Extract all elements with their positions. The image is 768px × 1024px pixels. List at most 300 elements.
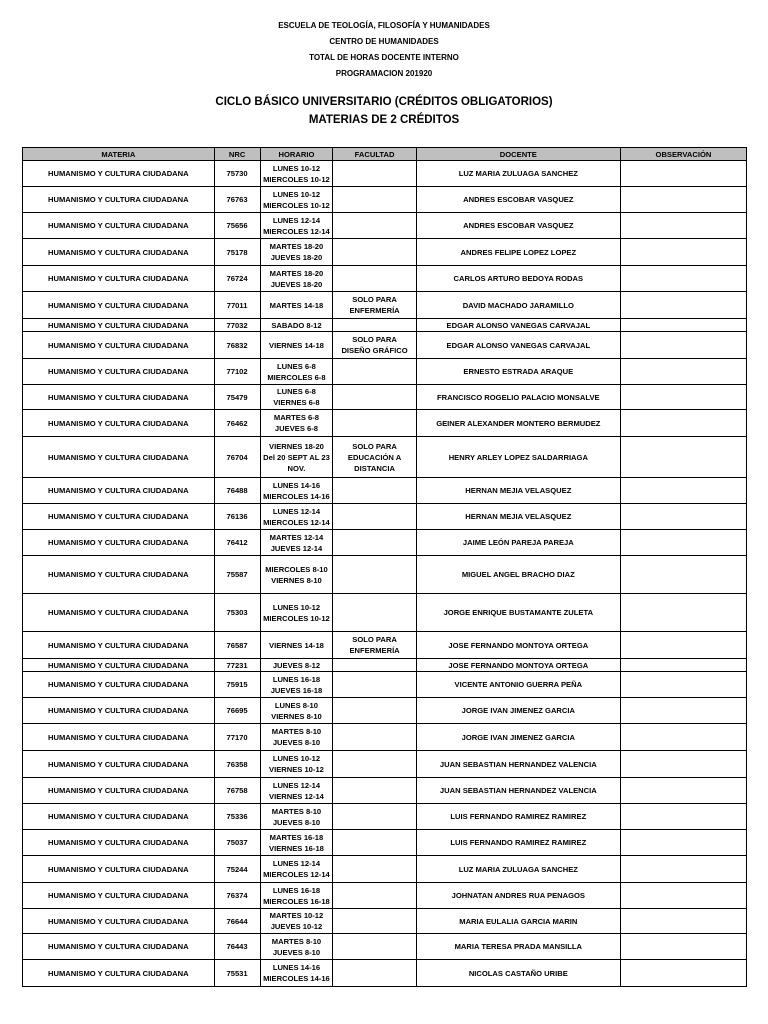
cell-horario	[260, 187, 333, 213]
cell-nrc: 76443	[214, 934, 260, 960]
horario-line: MIERCOLES 10-12	[263, 174, 330, 184]
cell-nrc: 75730	[214, 161, 260, 187]
table-row	[23, 659, 747, 672]
horario-line: LUNES 14-16	[272, 480, 321, 490]
document-header	[0, 18, 768, 82]
column-header-facultad: FACULTAD	[333, 148, 416, 161]
cell-observacion	[620, 187, 746, 213]
facultad-line: SOLO PARA	[352, 441, 397, 451]
cell-nrc: 77032	[214, 319, 260, 332]
table-row	[23, 778, 747, 804]
table-row	[23, 934, 747, 960]
header-school: ESCUELA DE TEOLOGÍA, FILOSOFÍA Y HUMANIDADES	[278, 21, 490, 30]
cell-materia: HUMANISMO Y CULTURA CIUDADANA	[23, 724, 215, 751]
horario-line: MIERCOLES 6-8	[267, 372, 326, 382]
cell-materia: HUMANISMO Y CULTURA CIUDADANA	[23, 410, 215, 437]
horario-line: VIERNES 14-18	[269, 640, 324, 650]
cell-horario	[260, 504, 333, 530]
table-row	[23, 410, 747, 437]
cell-horario	[260, 213, 333, 239]
horario-line: LUNES 10-12	[272, 163, 321, 173]
cell-docente: VICENTE ANTONIO GUERRA PEÑA	[416, 672, 620, 698]
column-header-horario: HORARIO	[260, 148, 333, 161]
horario-line: MIERCOLES 14-16	[263, 491, 330, 501]
cell-facultad	[333, 724, 416, 751]
cell-nrc: 76374	[214, 883, 260, 909]
cell-materia: HUMANISMO Y CULTURA CIUDADANA	[23, 478, 215, 504]
cell-observacion	[620, 960, 746, 987]
cell-nrc: 76358	[214, 751, 260, 778]
cell-facultad	[333, 239, 416, 266]
cell-horario	[260, 698, 333, 724]
cell-observacion	[620, 698, 746, 724]
title-cycle: CICLO BÁSICO UNIVERSITARIO (CRÉDITOS OBLIGATORIOS)	[215, 96, 553, 108]
column-header-nrc: NRC	[214, 148, 260, 161]
horario-line: LUNES 12-14	[272, 506, 321, 516]
cell-horario	[260, 410, 333, 437]
horario-line: JUEVES 8-10	[272, 817, 321, 827]
cell-facultad	[333, 504, 416, 530]
cell-nrc: 76763	[214, 187, 260, 213]
cell-observacion	[620, 437, 746, 478]
cell-horario	[260, 724, 333, 751]
document-title	[0, 93, 768, 129]
cell-facultad	[333, 359, 416, 385]
horario-line: LUNES 12-14	[272, 859, 321, 868]
facultad-line: ENFERMERÍA	[349, 306, 400, 315]
table-row	[23, 239, 747, 266]
cell-horario	[260, 751, 333, 778]
cell-materia: HUMANISMO Y CULTURA CIUDADANA	[23, 266, 215, 292]
cell-nrc: 77102	[214, 359, 260, 385]
table-row	[23, 960, 747, 987]
cell-observacion	[620, 266, 746, 292]
cell-horario	[260, 478, 333, 504]
table-header-row	[23, 148, 747, 161]
cell-docente: MIGUEL ANGEL BRACHO DIAZ	[416, 556, 620, 594]
horario-line: MIERCOLES 8-10	[265, 564, 328, 574]
table-row	[23, 478, 747, 504]
horario-line: VIERNES 6-8	[273, 398, 320, 407]
header-center: CENTRO DE HUMANIDADES	[329, 37, 439, 46]
cell-horario	[260, 856, 333, 883]
horario-line: JUEVES 8-12	[272, 660, 321, 670]
cell-materia: HUMANISMO Y CULTURA CIUDADANA	[23, 659, 215, 672]
cell-nrc: 77231	[214, 659, 260, 672]
horario-line: LUNES 10-12	[272, 754, 321, 763]
cell-horario	[260, 830, 333, 856]
cell-horario	[260, 960, 333, 987]
cell-facultad	[333, 213, 416, 239]
cell-materia: HUMANISMO Y CULTURA CIUDADANA	[23, 385, 215, 410]
cell-facultad	[333, 410, 416, 437]
horario-line: LUNES 8-10	[274, 700, 318, 710]
horario-line: LUNES 12-14	[272, 780, 321, 790]
cell-docente: LUIS FERNANDO RAMIREZ RAMIREZ	[416, 830, 620, 856]
cell-docente: NICOLAS CASTAÑO URIBE	[416, 960, 620, 987]
horario-line: MIERCOLES 10-12	[263, 613, 330, 623]
horario-line: MARTES 14-18	[269, 300, 324, 310]
horario-line: NOV.	[287, 463, 306, 473]
column-header-docente: DOCENTE	[416, 148, 620, 161]
cell-docente: JAIME LEÓN PAREJA PAREJA	[416, 530, 620, 556]
cell-docente: JUAN SEBASTIAN HERNANDEZ VALENCIA	[416, 751, 620, 778]
table-row	[23, 698, 747, 724]
cell-horario	[260, 934, 333, 960]
cell-materia: HUMANISMO Y CULTURA CIUDADANA	[23, 856, 215, 883]
cell-observacion	[620, 385, 746, 410]
horario-line: VIERNES 16-18	[269, 843, 324, 853]
cell-nrc: 77170	[214, 724, 260, 751]
table-row	[23, 292, 747, 319]
cell-observacion	[620, 410, 746, 437]
cell-facultad	[333, 530, 416, 556]
table-row	[23, 437, 747, 478]
cell-horario	[260, 385, 333, 410]
cell-docente: EDGAR ALONSO VANEGAS CARVAJAL	[416, 332, 620, 359]
cell-materia: HUMANISMO Y CULTURA CIUDADANA	[23, 239, 215, 266]
cell-horario	[260, 672, 333, 698]
horario-line: MARTES 8-10	[271, 936, 322, 946]
cell-facultad	[333, 319, 416, 332]
cell-horario	[260, 659, 333, 672]
header-hours: TOTAL DE HORAS DOCENTE INTERNO	[309, 53, 459, 62]
cell-facultad	[333, 632, 416, 659]
cell-materia: HUMANISMO Y CULTURA CIUDADANA	[23, 830, 215, 856]
cell-materia: HUMANISMO Y CULTURA CIUDADANA	[23, 187, 215, 213]
horario-line: VIERNES 14-18	[269, 340, 324, 350]
cell-horario	[260, 266, 333, 292]
cell-facultad	[333, 385, 416, 410]
horario-line: MARTES 12-14	[269, 532, 324, 542]
cell-observacion	[620, 804, 746, 830]
table-row	[23, 385, 747, 410]
cell-nrc: 76695	[214, 698, 260, 724]
horario-line: JUEVES 12-14	[270, 543, 323, 553]
table-body	[23, 161, 747, 987]
table-row	[23, 266, 747, 292]
facultad-line: EDUCACIÓN A	[347, 452, 402, 462]
cell-observacion	[620, 556, 746, 594]
cell-facultad	[333, 187, 416, 213]
table-row	[23, 751, 747, 778]
horario-line: MARTES 18-20	[269, 268, 324, 278]
horario-line: MIERCOLES 12-14	[263, 870, 330, 879]
cell-observacion	[620, 883, 746, 909]
cell-materia: HUMANISMO Y CULTURA CIUDADANA	[23, 359, 215, 385]
cell-nrc: 75587	[214, 556, 260, 594]
schedule-table	[22, 147, 747, 987]
horario-line: SABADO 8-12	[271, 320, 322, 330]
horario-line: JUEVES 16-18	[270, 685, 323, 695]
cell-docente: HENRY ARLEY LOPEZ SALDARRIAGA	[416, 437, 620, 478]
cell-docente: DAVID MACHADO JARAMILLO	[416, 292, 620, 319]
cell-materia: HUMANISMO Y CULTURA CIUDADANA	[23, 213, 215, 239]
table-row	[23, 359, 747, 385]
table-row	[23, 804, 747, 830]
table-row	[23, 556, 747, 594]
horario-line: LUNES 6-8	[277, 387, 316, 396]
table-row	[23, 856, 747, 883]
cell-horario	[260, 359, 333, 385]
table-row	[23, 594, 747, 632]
horario-line: MARTES 8-10	[271, 727, 322, 736]
cell-docente: MARIA TERESA PRADA MANSILLA	[416, 934, 620, 960]
cell-docente: JORGE IVAN JIMENEZ GARCIA	[416, 724, 620, 751]
cell-docente: JORGE IVAN JIMENEZ GARCIA	[416, 698, 620, 724]
horario-line: MIERCOLES 14-16	[263, 974, 330, 983]
cell-materia: HUMANISMO Y CULTURA CIUDADANA	[23, 934, 215, 960]
cell-nrc: 76724	[214, 266, 260, 292]
cell-facultad	[333, 804, 416, 830]
cell-materia: HUMANISMO Y CULTURA CIUDADANA	[23, 530, 215, 556]
cell-nrc: 75915	[214, 672, 260, 698]
table-row	[23, 332, 747, 359]
cell-facultad	[333, 698, 416, 724]
cell-nrc: 75479	[214, 385, 260, 410]
horario-line: JUEVES 6-8	[274, 424, 318, 433]
cell-facultad	[333, 883, 416, 909]
cell-observacion	[620, 934, 746, 960]
table-row	[23, 530, 747, 556]
cell-observacion	[620, 672, 746, 698]
cell-materia: HUMANISMO Y CULTURA CIUDADANA	[23, 698, 215, 724]
cell-materia: HUMANISMO Y CULTURA CIUDADANA	[23, 332, 215, 359]
cell-docente: JUAN SEBASTIAN HERNANDEZ VALENCIA	[416, 778, 620, 804]
table-row	[23, 319, 747, 332]
cell-observacion	[620, 778, 746, 804]
cell-horario	[260, 632, 333, 659]
column-header-materia: MATERIA	[23, 148, 215, 161]
horario-line: MARTES 6-8	[273, 413, 320, 422]
cell-nrc: 75336	[214, 804, 260, 830]
cell-materia: HUMANISMO Y CULTURA CIUDADANA	[23, 594, 215, 632]
cell-facultad	[333, 830, 416, 856]
cell-observacion	[620, 292, 746, 319]
cell-facultad	[333, 751, 416, 778]
cell-horario	[260, 332, 333, 359]
cell-docente: ANDRES FELIPE LOPEZ LOPEZ	[416, 239, 620, 266]
cell-docente: JOHNATAN ANDRES RUA PENAGOS	[416, 883, 620, 909]
cell-materia: HUMANISMO Y CULTURA CIUDADANA	[23, 909, 215, 934]
cell-docente: MARIA EULALIA GARCIA MARIN	[416, 909, 620, 934]
cell-docente: ANDRES ESCOBAR VASQUEZ	[416, 213, 620, 239]
cell-nrc: 76644	[214, 909, 260, 934]
cell-horario	[260, 319, 333, 332]
horario-line: LUNES 14-16	[272, 963, 321, 972]
cell-materia: HUMANISMO Y CULTURA CIUDADANA	[23, 804, 215, 830]
horario-line: VIERNES 12-14	[269, 791, 324, 801]
facultad-line: SOLO PARA	[352, 295, 397, 304]
cell-facultad	[333, 934, 416, 960]
cell-docente: HERNAN MEJIA VELASQUEZ	[416, 478, 620, 504]
cell-observacion	[620, 909, 746, 934]
cell-docente: JOSE FERNANDO MONTOYA ORTEGA	[416, 632, 620, 659]
cell-docente: JOSE FERNANDO MONTOYA ORTEGA	[416, 659, 620, 672]
cell-nrc: 76704	[214, 437, 260, 478]
cell-observacion	[620, 359, 746, 385]
facultad-line: DISEÑO GRÁFICO	[341, 346, 408, 355]
cell-nrc: 75303	[214, 594, 260, 632]
cell-nrc: 75178	[214, 239, 260, 266]
cell-docente: EDGAR ALONSO VANEGAS CARVAJAL	[416, 319, 620, 332]
cell-facultad	[333, 960, 416, 987]
cell-facultad	[333, 659, 416, 672]
cell-materia: HUMANISMO Y CULTURA CIUDADANA	[23, 751, 215, 778]
header-programming: PROGRAMACION 201920	[335, 69, 433, 78]
cell-docente: JORGE ENRIQUE BUSTAMANTE ZULETA	[416, 594, 620, 632]
cell-nrc: 75531	[214, 960, 260, 987]
cell-horario	[260, 292, 333, 319]
cell-facultad	[333, 594, 416, 632]
horario-line: VIERNES 18-20	[269, 441, 324, 451]
cell-horario	[260, 556, 333, 594]
cell-observacion	[620, 504, 746, 530]
horario-line: LUNES 12-14	[272, 215, 321, 225]
cell-nrc: 75656	[214, 213, 260, 239]
cell-observacion	[620, 213, 746, 239]
cell-observacion	[620, 530, 746, 556]
cell-docente: FRANCISCO ROGELIO PALACIO MONSALVE	[416, 385, 620, 410]
cell-horario	[260, 437, 333, 478]
table-row	[23, 883, 747, 909]
cell-nrc: 76462	[214, 410, 260, 437]
table-row	[23, 213, 747, 239]
cell-nrc: 75244	[214, 856, 260, 883]
cell-horario	[260, 778, 333, 804]
facultad-line: SOLO PARA	[352, 335, 397, 344]
cell-facultad	[333, 266, 416, 292]
cell-docente: LUZ MARIA ZULUAGA SANCHEZ	[416, 856, 620, 883]
cell-observacion	[620, 659, 746, 672]
cell-horario	[260, 909, 333, 934]
horario-line: MARTES 10-12	[269, 911, 324, 920]
cell-docente: CARLOS ARTURO BEDOYA RODAS	[416, 266, 620, 292]
cell-horario	[260, 239, 333, 266]
cell-materia: HUMANISMO Y CULTURA CIUDADANA	[23, 778, 215, 804]
cell-nrc: 76587	[214, 632, 260, 659]
cell-nrc: 75037	[214, 830, 260, 856]
cell-facultad	[333, 909, 416, 934]
facultad-line: DISTANCIA	[354, 463, 395, 473]
cell-observacion	[620, 478, 746, 504]
horario-line: VIERNES 8-10	[271, 575, 322, 585]
cell-observacion	[620, 319, 746, 332]
table-row	[23, 504, 747, 530]
horario-line: MIERCOLES 10-12	[263, 200, 330, 210]
cell-nrc: 76412	[214, 530, 260, 556]
horario-line: MARTES 16-18	[269, 832, 324, 842]
cell-facultad	[333, 161, 416, 187]
cell-materia: HUMANISMO Y CULTURA CIUDADANA	[23, 556, 215, 594]
cell-nrc: 76136	[214, 504, 260, 530]
horario-line: Del 20 SEPT AL 23	[263, 452, 330, 462]
cell-materia: HUMANISMO Y CULTURA CIUDADANA	[23, 883, 215, 909]
cell-docente: LUIS FERNANDO RAMIREZ RAMIREZ	[416, 804, 620, 830]
cell-facultad	[333, 437, 416, 478]
table-row	[23, 161, 747, 187]
cell-docente: GEINER ALEXANDER MONTERO BERMUDEZ	[416, 410, 620, 437]
horario-line: MARTES 18-20	[269, 242, 324, 251]
horario-line: LUNES 16-18	[272, 885, 321, 895]
cell-facultad	[333, 292, 416, 319]
horario-line: VIERNES 10-12	[269, 765, 324, 774]
cell-materia: HUMANISMO Y CULTURA CIUDADANA	[23, 437, 215, 478]
horario-line: LUNES 10-12	[272, 602, 321, 612]
cell-facultad	[333, 556, 416, 594]
cell-docente: HERNAN MEJIA VELASQUEZ	[416, 504, 620, 530]
column-header-observacion: OBSERVACIÓN	[620, 148, 746, 161]
table-row	[23, 632, 747, 659]
horario-line: MIERCOLES 12-14	[263, 226, 330, 236]
cell-materia: HUMANISMO Y CULTURA CIUDADANA	[23, 672, 215, 698]
cell-facultad	[333, 672, 416, 698]
cell-observacion	[620, 724, 746, 751]
horario-line: MIERCOLES 12-14	[263, 517, 330, 527]
cell-horario	[260, 883, 333, 909]
facultad-line: ENFERMERÍA	[349, 646, 400, 655]
cell-facultad	[333, 332, 416, 359]
horario-line: VIERNES 8-10	[271, 711, 322, 721]
cell-materia: HUMANISMO Y CULTURA CIUDADANA	[23, 632, 215, 659]
facultad-line: SOLO PARA	[352, 635, 397, 644]
cell-materia: HUMANISMO Y CULTURA CIUDADANA	[23, 319, 215, 332]
cell-nrc: 76832	[214, 332, 260, 359]
cell-horario	[260, 594, 333, 632]
table-row	[23, 909, 747, 934]
table-row	[23, 724, 747, 751]
table-row	[23, 672, 747, 698]
cell-docente: ANDRES ESCOBAR VASQUEZ	[416, 187, 620, 213]
cell-materia: HUMANISMO Y CULTURA CIUDADANA	[23, 504, 215, 530]
cell-docente: ERNESTO ESTRADA ARAQUE	[416, 359, 620, 385]
cell-observacion	[620, 632, 746, 659]
cell-observacion	[620, 239, 746, 266]
cell-nrc: 76758	[214, 778, 260, 804]
cell-nrc: 76488	[214, 478, 260, 504]
cell-docente: LUZ MARIA ZULUAGA SANCHEZ	[416, 161, 620, 187]
cell-observacion	[620, 594, 746, 632]
cell-facultad	[333, 478, 416, 504]
cell-observacion	[620, 751, 746, 778]
cell-facultad	[333, 856, 416, 883]
horario-line: LUNES 16-18	[272, 674, 321, 684]
cell-nrc: 77011	[214, 292, 260, 319]
horario-line: JUEVES 8-10	[272, 738, 321, 747]
cell-horario	[260, 530, 333, 556]
cell-observacion	[620, 332, 746, 359]
cell-horario	[260, 804, 333, 830]
title-subjects: MATERIAS DE 2 CRÉDITOS	[308, 114, 460, 126]
cell-materia: HUMANISMO Y CULTURA CIUDADANA	[23, 960, 215, 987]
table-row	[23, 830, 747, 856]
horario-line: MIERCOLES 16-18	[263, 896, 330, 906]
horario-line: JUEVES 8-10	[272, 947, 321, 957]
horario-line: LUNES 6-8	[277, 361, 316, 371]
cell-observacion	[620, 161, 746, 187]
cell-horario	[260, 161, 333, 187]
cell-observacion	[620, 856, 746, 883]
cell-materia: HUMANISMO Y CULTURA CIUDADANA	[23, 292, 215, 319]
cell-facultad	[333, 778, 416, 804]
horario-line: JUEVES 18-20	[270, 279, 323, 289]
horario-line: JUEVES 10-12	[270, 922, 323, 931]
horario-line: LUNES 10-12	[272, 189, 321, 199]
horario-line: MARTES 8-10	[271, 806, 322, 816]
table-row	[23, 187, 747, 213]
cell-materia: HUMANISMO Y CULTURA CIUDADANA	[23, 161, 215, 187]
horario-line: JUEVES 18-20	[270, 253, 323, 262]
